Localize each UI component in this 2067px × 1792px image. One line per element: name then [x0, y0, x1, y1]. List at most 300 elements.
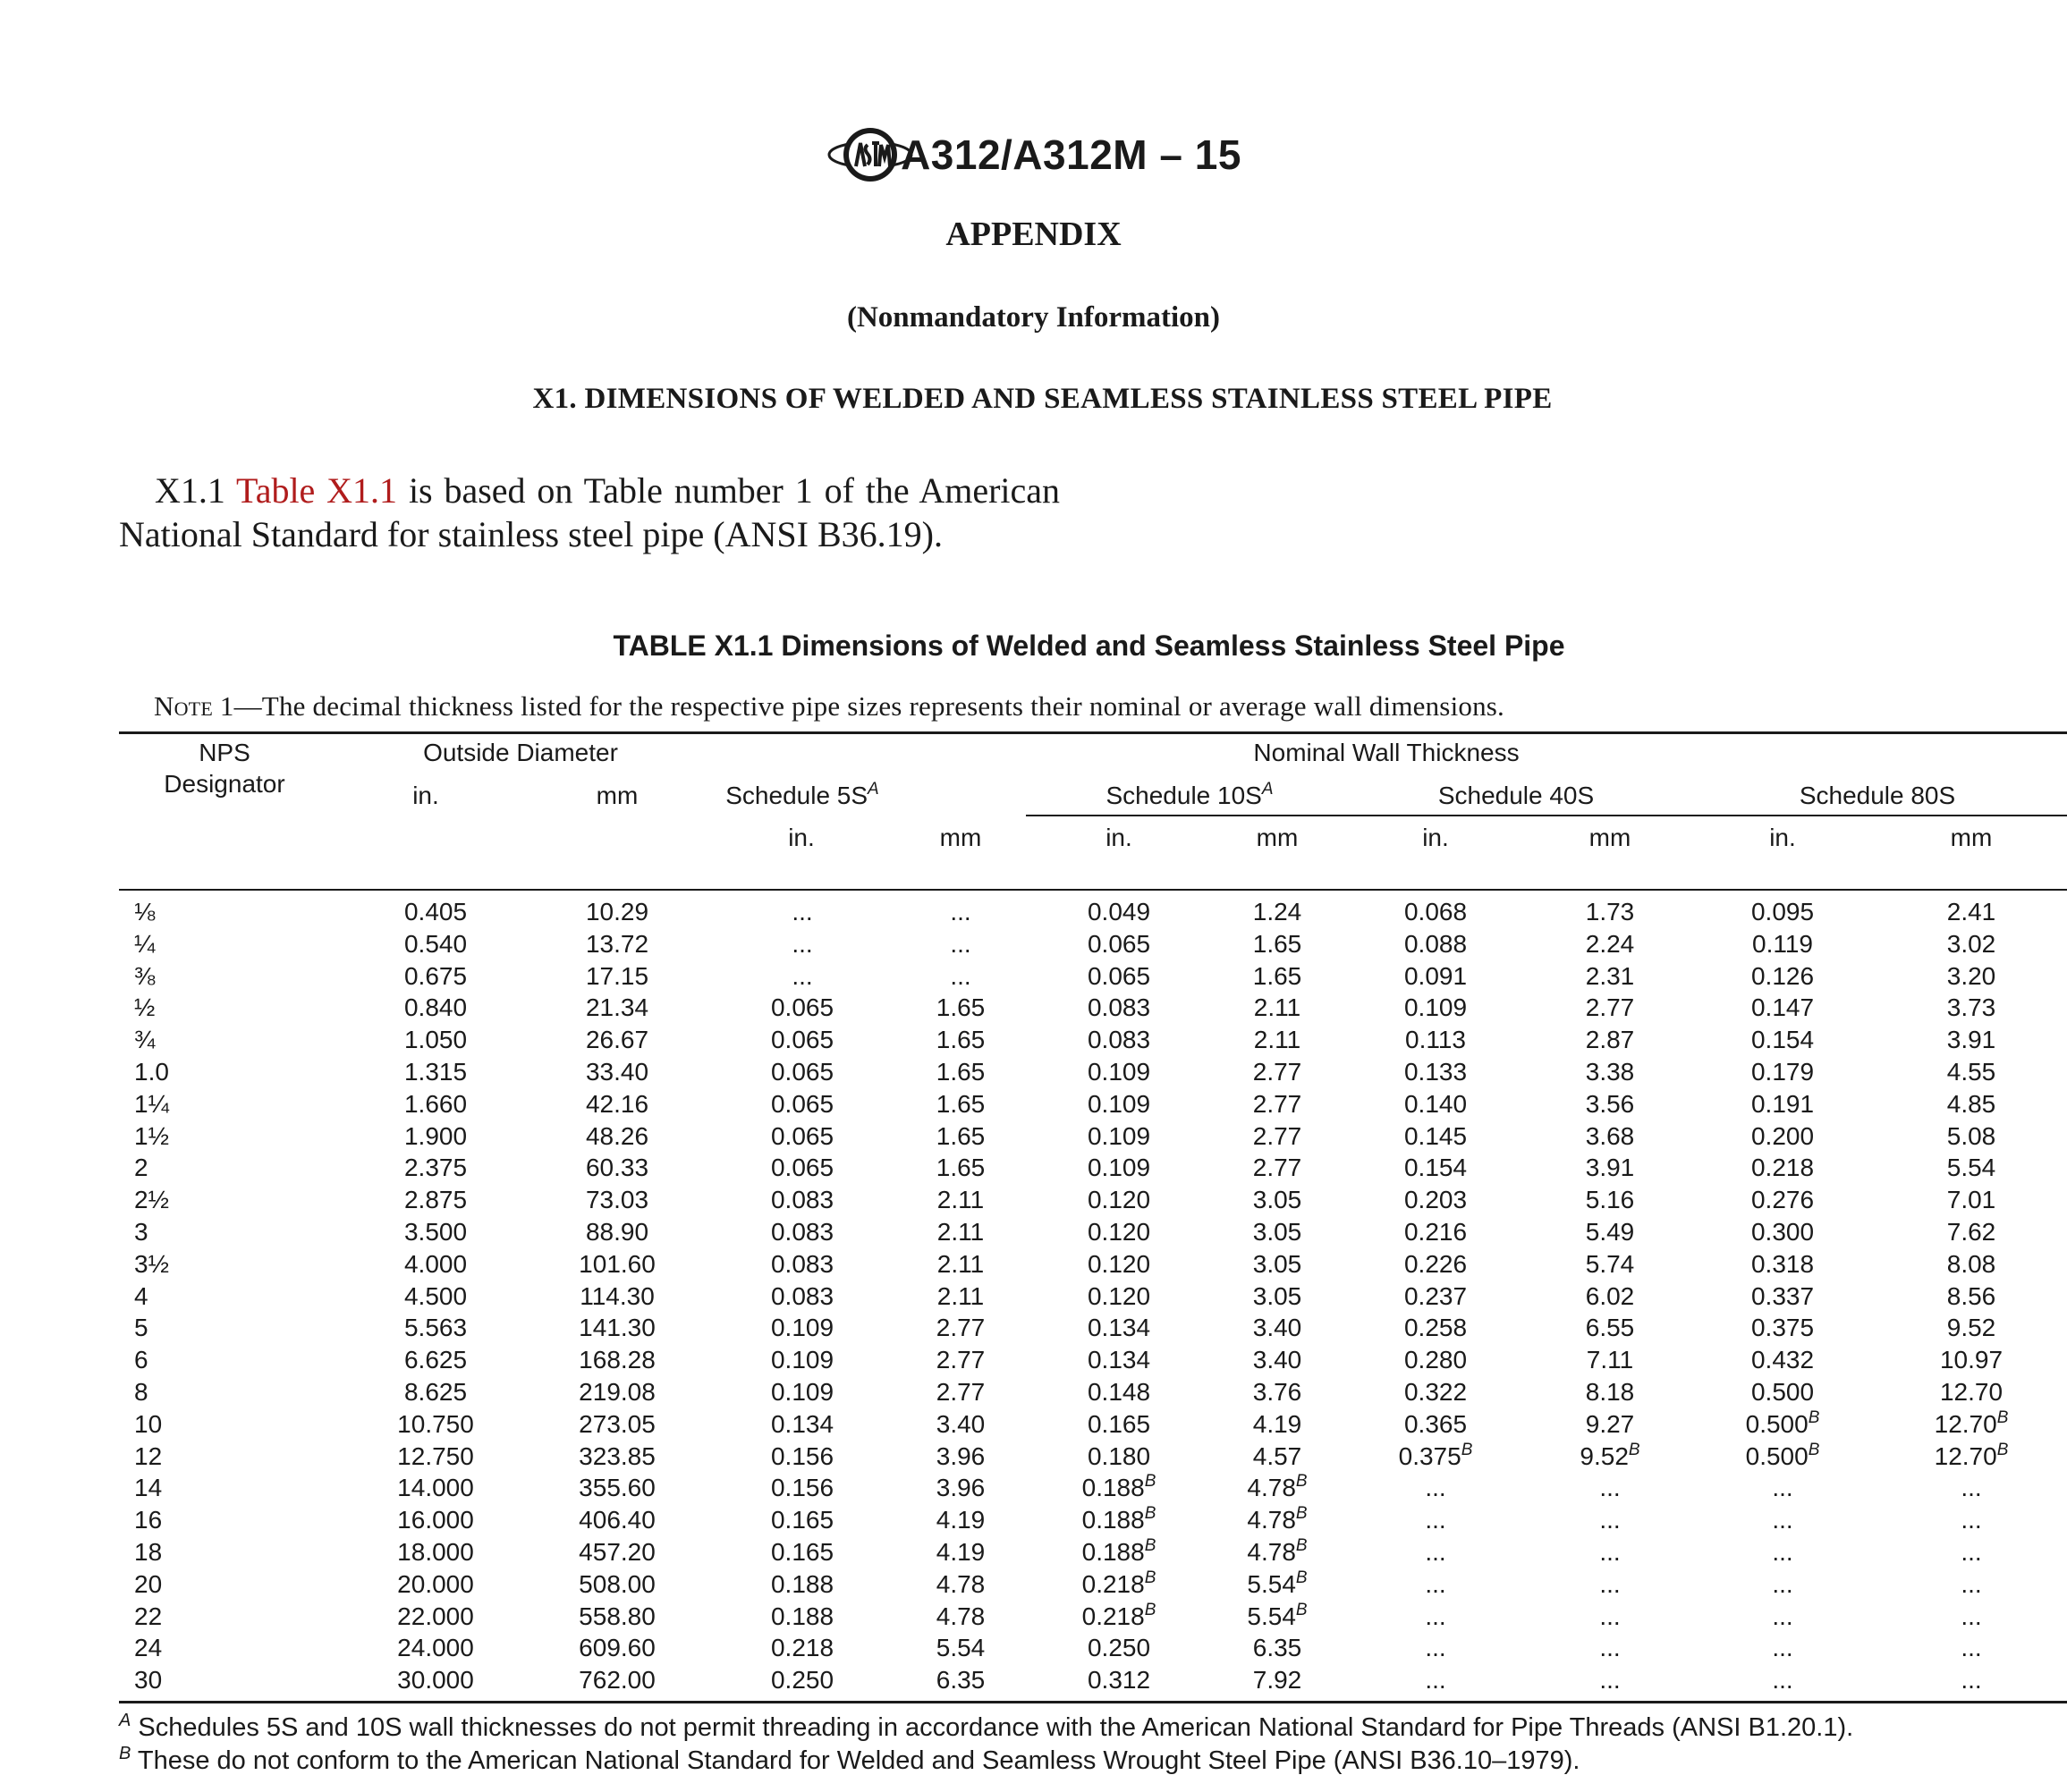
- footnote-b-mark: B: [1295, 1600, 1308, 1619]
- table-bottom-rule: [119, 1701, 2067, 1703]
- cell-sch10s-mm: 4.19: [1252, 1409, 1302, 1438]
- cell-od-mm: 114.30: [580, 1281, 655, 1310]
- cell-od-in: 6.625: [403, 1346, 468, 1374]
- cell-sch10s-mm: 3.40: [1252, 1346, 1302, 1374]
- cell-sch80s-in: 0.375: [1750, 1314, 1815, 1342]
- cell-sch5s-mm: 6.35: [936, 1666, 986, 1695]
- schedule-5s-label: Schedule 5S: [725, 782, 868, 809]
- cell-sch40s-in: 0.109: [1403, 993, 1468, 1022]
- cell-nps: 30: [134, 1666, 163, 1695]
- cell-sch80s-mm: 3.20: [1946, 961, 1996, 990]
- cell-sch40s-mm: 1.73: [1585, 898, 1635, 926]
- cell-od-mm: 219.08: [579, 1378, 656, 1406]
- cell-sch80s-in: $0.500^B$: [1745, 1440, 1820, 1470]
- footnote-b-mark: B: [1144, 1472, 1156, 1492]
- footnote-mark: A: [119, 1711, 131, 1730]
- cell-od-in: 0.840: [403, 993, 468, 1022]
- cell-sch40s-mm: 2.24: [1585, 929, 1635, 958]
- header-80s-mm: mm: [1950, 824, 1993, 851]
- header-schedule-5s: [725, 782, 878, 810]
- cell-nps: ⅛: [134, 898, 156, 926]
- cell-sch80s-in: 0.432: [1750, 1346, 1815, 1374]
- cell-nps: 1.0: [134, 1058, 169, 1086]
- cell-sch40s-mm: 3.56: [1585, 1089, 1635, 1118]
- cell-sch5s-mm: 1.65: [936, 993, 986, 1022]
- cell-sch10s-mm: 1.24: [1252, 898, 1302, 926]
- cell-sch40s-mm: ...: [1599, 1602, 1621, 1630]
- cell-sch10s-in: $0.188^B$: [1081, 1472, 1156, 1502]
- cell-sch40s-in: 0.280: [1403, 1346, 1468, 1374]
- cell-sch80s-mm: 5.54: [1946, 1154, 1996, 1182]
- cell-sch80s-mm: 9.52: [1946, 1314, 1996, 1342]
- cell-sch40s-in: 0.237: [1403, 1281, 1468, 1310]
- cell-sch10s-in: $0.188^B$: [1081, 1536, 1156, 1566]
- cell-sch40s-in: 0.113: [1405, 1026, 1466, 1054]
- table-row: [0, 1506, 2067, 1538]
- cell-od-in: 10.750: [397, 1409, 474, 1438]
- cell-sch80s-mm: 7.01: [1946, 1186, 1996, 1214]
- footnote-b-mark: B: [1628, 1440, 1640, 1459]
- cell-sch80s-mm: ...: [1961, 1666, 1982, 1695]
- cell-sch10s-in: 0.083: [1087, 993, 1151, 1022]
- cell-sch5s-mm: 3.96: [936, 1441, 986, 1470]
- cell-od-in: 14.000: [397, 1474, 474, 1502]
- footnote-b-mark: B: [1295, 1472, 1308, 1492]
- footnote-b-mark: B: [1808, 1407, 1820, 1427]
- cell-sch10s-mm: 2.11: [1253, 993, 1301, 1022]
- cell-sch80s-mm: 2.41: [1946, 898, 1996, 926]
- cell-sch40s-mm: 5.74: [1585, 1249, 1635, 1278]
- cell-sch5s-mm: ...: [950, 898, 971, 926]
- table-row: [0, 1026, 2067, 1058]
- cell-sch40s-mm: 2.31: [1585, 961, 1635, 990]
- footnote-b-mark: B: [1144, 1504, 1156, 1524]
- cell-sch40s-in: 0.133: [1403, 1058, 1468, 1086]
- cell-sch80s-mm: $12.70^B$: [1934, 1407, 2009, 1438]
- cell-sch40s-mm: 8.18: [1585, 1378, 1635, 1406]
- table-row: [0, 1186, 2067, 1218]
- cell-sch80s-mm: 3.91: [1946, 1026, 1996, 1054]
- table-row: [0, 1346, 2067, 1378]
- cell-od-mm: 508.00: [579, 1569, 656, 1598]
- cell-sch10s-mm: 2.77: [1252, 1058, 1302, 1086]
- cell-sch5s-in: 0.083: [770, 1249, 834, 1278]
- cell-od-in: 18.000: [397, 1538, 474, 1566]
- table-x1-1-link[interactable]: Table X1.1: [236, 470, 398, 511]
- cell-sch5s-in: 0.065: [770, 993, 834, 1022]
- cell-od-mm: 101.60: [579, 1249, 656, 1278]
- cell-sch5s-mm: 4.19: [936, 1506, 986, 1534]
- cell-nps: 24: [134, 1634, 163, 1662]
- cell-sch10s-mm: 1.65: [1252, 961, 1302, 990]
- cell-sch5s-mm: 2.11: [936, 1249, 985, 1278]
- cell-sch5s-mm: 3.40: [936, 1409, 986, 1438]
- cell-sch10s-mm: $4.78^B$: [1247, 1472, 1308, 1502]
- cell-nps: 1½: [134, 1121, 169, 1150]
- cell-sch10s-in: 0.148: [1087, 1378, 1151, 1406]
- cell-sch80s-in: ...: [1772, 1538, 1793, 1566]
- cell-od-mm: 88.90: [585, 1218, 649, 1246]
- cell-sch40s-in: 0.258: [1403, 1314, 1468, 1342]
- cell-sch40s-mm: ...: [1599, 1634, 1621, 1662]
- table-top-rule: [119, 731, 2067, 734]
- cell-nps: 4: [134, 1281, 148, 1310]
- table-row: [0, 1218, 2067, 1250]
- cell-sch40s-in: 0.140: [1403, 1089, 1468, 1118]
- cell-sch10s-mm: 6.35: [1252, 1634, 1302, 1662]
- cell-sch5s-in: 0.065: [770, 1154, 834, 1182]
- cell-sch80s-in: 0.179: [1750, 1058, 1815, 1086]
- cell-sch40s-in: 0.226: [1403, 1249, 1468, 1278]
- table-row: [0, 1154, 2067, 1186]
- table-row: [0, 1538, 2067, 1570]
- table-row: [0, 1634, 2067, 1666]
- cell-sch5s-mm: 2.77: [936, 1314, 986, 1342]
- cell-sch10s-mm: 2.11: [1253, 1026, 1301, 1054]
- cell-od-in: 0.540: [403, 929, 468, 958]
- cell-sch80s-in: 0.337: [1750, 1281, 1815, 1310]
- cell-od-mm: 17.15: [585, 961, 649, 990]
- cell-sch40s-in: 0.091: [1403, 961, 1468, 990]
- header-40s-in: in.: [1422, 824, 1449, 851]
- cell-od-in: 1.050: [403, 1026, 468, 1054]
- cell-od-in: 12.750: [397, 1441, 474, 1470]
- cell-nps: 22: [134, 1602, 163, 1630]
- note-text: 1—The decimal thickness listed for the respective pipe sizes represents their nominal or average wall dimensions.: [219, 690, 1505, 722]
- cell-nps: 14: [134, 1474, 163, 1502]
- cell-sch5s-in: 0.083: [770, 1218, 834, 1246]
- cell-sch10s-in: 0.180: [1087, 1441, 1151, 1470]
- cell-od-mm: 273.05: [579, 1409, 656, 1438]
- cell-sch5s-in: 0.134: [770, 1409, 834, 1438]
- cell-sch10s-in: 0.109: [1087, 1089, 1151, 1118]
- cell-od-in: 24.000: [397, 1634, 474, 1662]
- cell-od-mm: 48.26: [585, 1121, 649, 1150]
- cell-sch40s-mm: 5.16: [1585, 1186, 1635, 1214]
- table-row: [0, 1666, 2067, 1698]
- cell-od-in: 4.000: [403, 1249, 468, 1278]
- cell-sch40s-in: ...: [1425, 1538, 1446, 1566]
- footnote-b-mark: B: [1144, 1600, 1156, 1619]
- cell-sch5s-in: 0.156: [770, 1441, 834, 1470]
- cell-sch10s-mm: 3.40: [1252, 1314, 1302, 1342]
- footnote-b-mark: B: [1295, 1504, 1308, 1524]
- cell-sch80s-mm: 3.02: [1946, 929, 1996, 958]
- header-schedule-80s: Schedule 80S: [1799, 782, 1956, 809]
- cell-sch80s-mm: ...: [1961, 1602, 1982, 1630]
- cell-sch10s-in: 0.109: [1087, 1121, 1151, 1150]
- appendix-title: APPENDIX: [945, 216, 1122, 253]
- cell-sch40s-mm: 7.11: [1586, 1346, 1634, 1374]
- schedule-10s-label: Schedule 10S: [1106, 782, 1262, 809]
- cell-od-in: 1.900: [403, 1121, 468, 1150]
- table-row: [0, 962, 2067, 994]
- header-od-mm: mm: [596, 782, 639, 809]
- cell-sch80s-in: ...: [1772, 1602, 1793, 1630]
- cell-nps: 1¼: [134, 1089, 169, 1118]
- cell-sch10s-in: 0.134: [1087, 1346, 1151, 1374]
- cell-sch40s-in: ...: [1425, 1474, 1446, 1502]
- cell-sch10s-in: 0.250: [1087, 1634, 1151, 1662]
- footnote-b-mark: B: [1996, 1440, 2009, 1459]
- cell-sch10s-mm: $4.78^B$: [1247, 1536, 1308, 1566]
- header-schedule-10s: [1106, 782, 1273, 810]
- cell-sch80s-mm: ...: [1961, 1506, 1982, 1534]
- header-nominal-wall: Nominal Wall Thickness: [1253, 739, 1520, 766]
- cell-nps: 16: [134, 1506, 163, 1534]
- cell-nps: 6: [134, 1346, 148, 1374]
- cell-sch10s-in: 0.065: [1087, 929, 1151, 958]
- cell-sch10s-mm: 3.05: [1252, 1249, 1302, 1278]
- cell-sch80s-in: 0.191: [1750, 1089, 1815, 1118]
- cell-sch10s-mm: 3.76: [1252, 1378, 1302, 1406]
- cell-sch10s-in: 0.109: [1087, 1058, 1151, 1086]
- cell-sch10s-in: 0.065: [1087, 961, 1151, 990]
- cell-sch5s-mm: 3.96: [936, 1474, 986, 1502]
- standard-number: A312/A312M – 15: [901, 131, 1241, 178]
- cell-nps: 18: [134, 1538, 163, 1566]
- cell-sch5s-in: 0.065: [770, 1026, 834, 1054]
- cell-sch5s-mm: 1.65: [936, 1121, 986, 1150]
- table-title: TABLE X1.1 Dimensions of Welded and Seamless Stainless Steel Pipe: [613, 630, 1565, 662]
- cell-od-mm: 73.03: [585, 1186, 649, 1214]
- cell-nps: 12: [134, 1441, 163, 1470]
- cell-od-in: 1.660: [403, 1089, 468, 1118]
- cell-sch5s-mm: 2.11: [936, 1186, 985, 1214]
- cell-sch10s-mm: $5.54^B$: [1247, 1568, 1308, 1598]
- cell-od-mm: 762.00: [579, 1666, 656, 1695]
- cell-sch5s-mm: 4.78: [936, 1602, 986, 1630]
- cell-sch10s-mm: 7.92: [1252, 1666, 1302, 1695]
- cell-sch10s-mm: 2.77: [1252, 1089, 1302, 1118]
- cell-sch40s-in: 0.088: [1403, 929, 1468, 958]
- cell-od-in: 20.000: [397, 1569, 474, 1598]
- cell-sch80s-in: 0.276: [1750, 1186, 1815, 1214]
- cell-od-mm: 60.33: [585, 1154, 649, 1182]
- cell-sch80s-mm: ...: [1961, 1569, 1982, 1598]
- cell-sch80s-in: ...: [1772, 1474, 1793, 1502]
- table-row: [0, 898, 2067, 930]
- cell-sch40s-mm: 3.91: [1585, 1154, 1635, 1182]
- header-10s-mm: mm: [1256, 824, 1299, 851]
- cell-sch10s-in: 0.120: [1087, 1249, 1151, 1278]
- cell-sch80s-in: ...: [1772, 1569, 1793, 1598]
- paragraph-x1-1: [119, 469, 1060, 556]
- cell-sch5s-in: 0.188: [770, 1602, 834, 1630]
- cell-sch40s-mm: 9.27: [1585, 1409, 1635, 1438]
- cell-sch80s-mm: 5.08: [1946, 1121, 1996, 1150]
- cell-sch80s-in: 0.095: [1750, 898, 1815, 926]
- cell-nps: ¾: [134, 1026, 156, 1054]
- cell-sch5s-mm: 1.65: [936, 1154, 986, 1182]
- paragraph-text: is based on Table number 1 of the American National Standard for stainless steel pipe (ANSI B36.19).: [119, 470, 1061, 554]
- cell-sch40s-in: $0.375^B$: [1398, 1440, 1473, 1470]
- footnote-text: Schedules 5S and 10S wall thicknesses do not permit threading in accordance with the American National Standard for Pipe Threads (ANSI B1.20.1).: [138, 1713, 1854, 1742]
- cell-sch80s-in: 0.500: [1750, 1378, 1815, 1406]
- cell-od-mm: 141.30: [579, 1314, 656, 1342]
- cell-sch40s-mm: 5.49: [1585, 1218, 1635, 1246]
- header-5s-in: in.: [788, 824, 815, 851]
- cell-od-mm: 21.34: [585, 993, 649, 1022]
- cell-nps: 20: [134, 1569, 163, 1598]
- cell-sch10s-mm: 2.77: [1252, 1154, 1302, 1182]
- cell-sch80s-in: 0.318: [1750, 1249, 1815, 1278]
- cell-od-mm: 457.20: [579, 1538, 656, 1566]
- table-row: [0, 1407, 2067, 1442]
- cell-sch80s-mm: 12.70: [1939, 1378, 2003, 1406]
- cell-sch10s-in: $0.218^B$: [1081, 1600, 1156, 1630]
- table-row: [0, 1442, 2067, 1475]
- cell-sch80s-in: ...: [1772, 1634, 1793, 1662]
- header-designator: Designator: [164, 770, 285, 798]
- header-10s-in: in.: [1106, 824, 1132, 851]
- cell-sch40s-in: 0.322: [1403, 1378, 1468, 1406]
- footnote-mark: B: [119, 1744, 131, 1763]
- cell-sch40s-mm: ...: [1599, 1538, 1621, 1566]
- cell-sch40s-in: 0.216: [1403, 1218, 1468, 1246]
- cell-sch40s-mm: 6.02: [1585, 1281, 1635, 1310]
- cell-sch5s-in: 0.083: [770, 1281, 834, 1310]
- cell-sch5s-in: 0.065: [770, 1121, 834, 1150]
- header-5s-mm: mm: [939, 824, 982, 851]
- cell-od-in: 30.000: [397, 1666, 474, 1695]
- footnote-b-mark: B: [1996, 1407, 2009, 1427]
- cell-sch80s-in: 0.154: [1750, 1026, 1815, 1054]
- table-row: [0, 930, 2067, 962]
- cell-sch10s-mm: 2.77: [1252, 1121, 1302, 1150]
- cell-sch10s-mm: $4.78^B$: [1247, 1504, 1308, 1534]
- note-label: Note: [154, 690, 213, 722]
- cell-sch10s-in: 0.083: [1087, 1026, 1151, 1054]
- cell-sch80s-mm: 4.85: [1946, 1089, 1996, 1118]
- cell-sch10s-in: $0.188^B$: [1081, 1504, 1156, 1534]
- cell-sch80s-mm: ...: [1961, 1634, 1982, 1662]
- cell-od-mm: 13.72: [585, 929, 649, 958]
- cell-od-mm: 609.60: [579, 1634, 656, 1662]
- cell-od-in: 0.675: [403, 961, 468, 990]
- cell-sch5s-mm: ...: [950, 929, 971, 958]
- cell-od-in: 4.500: [403, 1281, 468, 1310]
- cell-sch5s-in: 0.250: [770, 1666, 834, 1695]
- table-row: [0, 1474, 2067, 1506]
- cell-sch10s-mm: 3.05: [1252, 1281, 1302, 1310]
- footnote-b-mark: B: [1295, 1536, 1308, 1555]
- footnote-b-mark: B: [1144, 1568, 1156, 1587]
- cell-sch10s-in: 0.312: [1087, 1666, 1151, 1695]
- cell-sch5s-mm: 5.54: [936, 1634, 986, 1662]
- cell-sch5s-in: 0.165: [770, 1538, 834, 1566]
- header-40s-mm: mm: [1588, 824, 1631, 851]
- cell-sch5s-mm: 2.11: [936, 1281, 985, 1310]
- footnote-a-mark: A: [868, 780, 879, 799]
- cell-od-in: 16.000: [397, 1506, 474, 1534]
- cell-sch5s-in: 0.109: [770, 1378, 834, 1406]
- cell-sch40s-in: ...: [1425, 1666, 1446, 1695]
- cell-sch40s-in: 0.145: [1403, 1121, 1468, 1150]
- cell-sch40s-mm: 3.68: [1585, 1121, 1635, 1150]
- cell-nps: 10: [134, 1409, 163, 1438]
- header-outside-diameter: Outside Diameter: [423, 739, 618, 766]
- cell-sch5s-mm: 2.11: [936, 1218, 985, 1246]
- cell-sch40s-in: 0.203: [1403, 1186, 1468, 1214]
- cell-od-in: 1.315: [403, 1058, 468, 1086]
- section-title: X1. DIMENSIONS OF WELDED AND SEAMLESS STAINLESS STEEL PIPE: [532, 383, 1553, 415]
- paragraph-number: X1.1: [155, 470, 225, 511]
- cell-od-mm: 42.16: [585, 1089, 649, 1118]
- cell-sch10s-in: 0.120: [1087, 1186, 1151, 1214]
- cell-sch5s-mm: 4.19: [936, 1538, 986, 1566]
- cell-sch80s-in: ...: [1772, 1506, 1793, 1534]
- table-row: [0, 1090, 2067, 1122]
- cell-sch5s-in: 0.165: [770, 1506, 834, 1534]
- cell-od-mm: 355.60: [579, 1474, 656, 1502]
- cell-sch10s-in: 0.165: [1087, 1409, 1151, 1438]
- cell-od-mm: 26.67: [585, 1026, 649, 1054]
- table-row: [0, 1314, 2067, 1346]
- cell-sch5s-in: ...: [792, 961, 813, 990]
- cell-sch40s-mm: ...: [1599, 1474, 1621, 1502]
- cell-sch40s-in: ...: [1425, 1569, 1446, 1598]
- cell-od-in: 5.563: [403, 1314, 468, 1342]
- cell-sch80s-mm: $12.70^B$: [1934, 1440, 2009, 1470]
- table-row: [0, 1250, 2067, 1282]
- cell-sch5s-mm: 2.77: [936, 1378, 986, 1406]
- cell-sch40s-mm: 2.77: [1585, 993, 1635, 1022]
- cell-nps: 8: [134, 1378, 148, 1406]
- cell-od-mm: 33.40: [585, 1058, 649, 1086]
- cell-sch80s-in: 0.200: [1750, 1121, 1815, 1150]
- document-header: [0, 114, 2067, 195]
- cell-nps: 3: [134, 1218, 148, 1246]
- cell-sch5s-mm: 4.78: [936, 1569, 986, 1598]
- cell-sch80s-in: 0.300: [1750, 1218, 1815, 1246]
- cell-sch5s-in: 0.065: [770, 1089, 834, 1118]
- cell-sch5s-in: 0.109: [770, 1346, 834, 1374]
- cell-sch80s-mm: 8.08: [1946, 1249, 1996, 1278]
- header-schedule-40s: Schedule 40S: [1437, 782, 1595, 809]
- table-row: [0, 1122, 2067, 1154]
- cell-sch5s-in: ...: [792, 929, 813, 958]
- cell-sch10s-mm: 1.65: [1252, 929, 1302, 958]
- cell-sch10s-in: 0.120: [1087, 1218, 1151, 1246]
- cell-nps: 5: [134, 1314, 148, 1342]
- cell-sch5s-in: 0.083: [770, 1186, 834, 1214]
- cell-sch40s-in: 0.068: [1403, 898, 1468, 926]
- cell-sch40s-in: 0.154: [1403, 1154, 1468, 1182]
- cell-sch80s-in: 0.119: [1752, 929, 1813, 958]
- header-bottom-rule: [119, 889, 2067, 891]
- cell-od-in: 22.000: [397, 1602, 474, 1630]
- cell-sch10s-mm: $5.54^B$: [1247, 1600, 1308, 1630]
- table-row: [0, 1602, 2067, 1635]
- table-row: [0, 1570, 2067, 1602]
- cell-od-mm: 323.85: [579, 1441, 656, 1470]
- cell-sch10s-mm: 4.57: [1252, 1441, 1302, 1470]
- cell-sch5s-in: 0.156: [770, 1474, 834, 1502]
- cell-sch10s-in: 0.120: [1087, 1281, 1151, 1310]
- cell-sch5s-mm: ...: [950, 961, 971, 990]
- cell-nps: 2½: [134, 1186, 169, 1214]
- cell-sch80s-mm: 3.73: [1946, 993, 1996, 1022]
- cell-sch40s-in: ...: [1425, 1506, 1446, 1534]
- cell-sch80s-mm: ...: [1961, 1474, 1982, 1502]
- cell-sch10s-in: $0.218^B$: [1081, 1568, 1156, 1598]
- cell-od-mm: 406.40: [579, 1506, 656, 1534]
- cell-sch40s-mm: ...: [1599, 1666, 1621, 1695]
- cell-sch5s-mm: 2.77: [936, 1346, 986, 1374]
- cell-od-in: 2.875: [403, 1186, 468, 1214]
- cell-sch10s-in: 0.109: [1087, 1154, 1151, 1182]
